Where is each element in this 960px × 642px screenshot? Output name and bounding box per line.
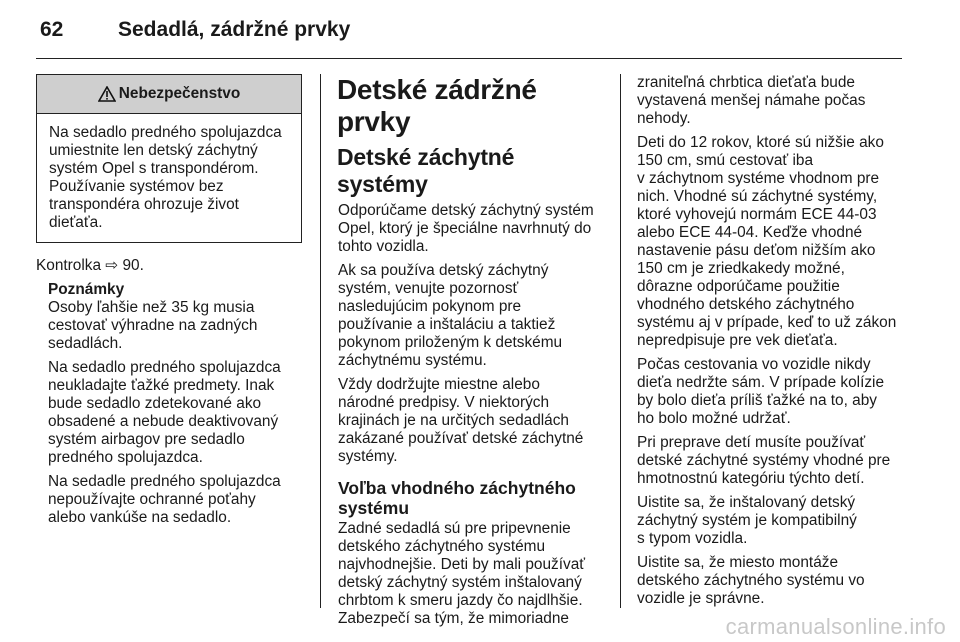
text-line: Pri preprave detí musíte používať	[637, 434, 866, 451]
text-line: zraniteľná chrbtica dieťaťa bude	[637, 74, 855, 91]
text-line: 150 cm je zriedkakedy možné,	[637, 260, 845, 277]
page-reference-arrow-icon: ⇨	[105, 257, 119, 274]
text-line: hmotnostnú kategóriu týchto detí.	[637, 470, 865, 487]
heading-line: Voľba vhodného záchytného	[338, 478, 576, 498]
warning-line: dieťaťa.	[49, 214, 103, 231]
page-title: Sedadlá, zádržné prvky	[118, 18, 351, 41]
text-line: systému aj v prípade, keď to už zákon	[637, 314, 897, 331]
warning-box	[36, 74, 302, 243]
text-line: Deti do 12 rokov, ktoré sú nižšie ako	[637, 134, 884, 151]
text-line: nepredpisuje pre vek dieťaťa.	[637, 332, 838, 349]
text-line: vozidle je správne.	[637, 590, 765, 607]
note-line: alebo vankúše na sedadlo.	[48, 509, 232, 526]
text-line: záchytnému systému.	[338, 352, 487, 369]
paragraph	[637, 134, 905, 350]
text-line: 150 cm, smú cestovať iba	[637, 152, 814, 169]
note-line: bude sedadlo zdetekované ako	[48, 395, 262, 412]
text-line: v záchytnom systéme vhodnom pre	[637, 170, 880, 187]
column-2	[338, 74, 606, 634]
text-line: pokynom priloženým k detskému	[338, 334, 563, 351]
page-number: 62	[40, 18, 64, 41]
note-line: obsadené a nebude deaktivovaný	[48, 413, 279, 430]
text-line: používanie a inštaláciu a taktiež	[338, 316, 556, 333]
text-line: Vždy dodržujte miestne alebo	[338, 376, 540, 393]
paragraph	[637, 356, 905, 428]
paragraph	[637, 494, 905, 548]
note-line: nepoužívajte ochranné poťahy	[48, 491, 256, 508]
heading-line: systému	[338, 498, 410, 518]
note-line: neukladajte ťažké predmety. Inak	[48, 377, 275, 394]
text-line: alebo ECE 44-04. Keďže vhodné	[637, 224, 863, 241]
text-line: Opel, ktorý je špeciálne navrhnutý do	[338, 220, 592, 237]
indicator-text: Kontrolka	[36, 257, 106, 274]
text-line: Uistite sa, že miesto montáže	[637, 554, 839, 571]
paragraph	[338, 520, 606, 628]
paragraph	[338, 202, 606, 256]
header-rule	[36, 58, 902, 59]
text-line: Počas cestovania vo vozidle nikdy	[637, 356, 871, 373]
column-1	[36, 74, 304, 533]
note-line: Osoby ľahšie než 35 kg musia	[48, 299, 255, 316]
indicator-reference	[36, 257, 304, 275]
text-line: krajinách je na určitých sedadlách	[338, 412, 569, 429]
text-line: detské záchytné systémy vhodné pre	[637, 452, 891, 469]
text-line: nasledujúcim pokynom pre	[338, 298, 522, 315]
text-line: by bolo dieťa príliš ťažké na to, aby	[637, 392, 877, 409]
text-line: chrbtom k smeru jazdy čo najdlhšie.	[338, 592, 583, 609]
watermark: carmanualsonline.info	[725, 614, 946, 639]
notes-block	[36, 281, 304, 527]
warning-line: Na sedadlo predného spolujazdca	[49, 124, 282, 141]
note-line: Na sedadlo predného spolujazdca	[48, 359, 281, 376]
text-line: detského záchytného systému	[338, 538, 546, 555]
text-line: s typom vozidla.	[637, 530, 748, 547]
text-line: vhodného detského záchytného	[637, 296, 855, 313]
warning-line: transpondéra ohrozuje život	[49, 196, 239, 213]
text-line: vystavená menšej námahe počas	[637, 92, 866, 109]
paragraph	[338, 262, 606, 370]
warning-header	[37, 75, 301, 114]
subsection-heading: Detské záchytné systémy	[337, 144, 515, 197]
text-line: národné predpisy. V niektorých	[338, 394, 550, 411]
note-paragraph	[48, 299, 304, 353]
note-line: predného spolujazdca.	[48, 449, 203, 466]
text-line: ho bolo možné udržať.	[637, 410, 791, 427]
note-paragraph	[48, 473, 304, 527]
note-line: cestovať výhradne na zadných	[48, 317, 258, 334]
text-line: systém, venujte pozornosť	[338, 280, 519, 297]
note-line: systém airbagov pre sedadlo	[48, 431, 245, 448]
text-line: dôrazne odporúčame použitie	[637, 278, 840, 295]
note-title: Poznámky	[48, 281, 125, 298]
paragraph	[637, 74, 905, 128]
minor-heading	[338, 478, 606, 518]
text-line: Odporúčame detský záchytný systém	[338, 202, 594, 219]
warning-line: Používanie systémov bez	[49, 178, 224, 195]
indicator-page-link[interactable]: 90.	[122, 257, 144, 274]
text-line: Zabezpečí sa tým, že mimoriadne	[338, 610, 569, 627]
warning-body	[37, 114, 301, 242]
paragraph	[637, 434, 905, 488]
note-line: Na sedadle predného spolujazdca	[48, 473, 281, 490]
text-line: Zadné sedadlá sú pre pripevnenie	[338, 520, 571, 537]
text-line: zakázané používať detské záchytné	[338, 430, 584, 447]
warning-triangle-icon	[98, 86, 116, 102]
paragraph	[637, 554, 905, 608]
text-line: systémy.	[338, 448, 398, 465]
text-line: dieťa nedržte sám. V prípade kolízie	[637, 374, 885, 391]
section-heading: Detské zádržné prvky	[337, 74, 537, 137]
text-line: najvhodnejšie. Deti by mali používať	[338, 556, 586, 573]
note-line: sedadlách.	[48, 335, 123, 352]
text-line: nich. Vhodné sú záchytné systémy,	[637, 188, 878, 205]
text-line: nehody.	[637, 110, 691, 127]
column-3	[637, 74, 905, 614]
text-line: tohto vozidla.	[338, 238, 429, 255]
text-line: záchytný systém je kompatibilný	[637, 512, 857, 529]
text-line: Ak sa používa detský záchytný	[338, 262, 549, 279]
paragraph	[338, 376, 606, 466]
column-divider	[620, 74, 621, 608]
warning-title: Nebezpečenstvo	[118, 85, 241, 102]
text-line: detský záchytný systém inštalovaný	[338, 574, 582, 591]
warning-line: systém Opel s transpondérom.	[49, 160, 259, 177]
note-paragraph	[48, 359, 304, 467]
text-line: ktoré vyhovejú normám ECE 44-03	[637, 206, 877, 223]
text-line: nastavenie pásu deťom nižším ako	[637, 242, 876, 259]
text-line: Uistite sa, že inštalovaný detský	[637, 494, 856, 511]
warning-line: umiestnite len detský záchytný	[49, 142, 258, 159]
column-divider	[320, 74, 321, 608]
text-line: detského záchytného systému vo	[637, 572, 865, 589]
